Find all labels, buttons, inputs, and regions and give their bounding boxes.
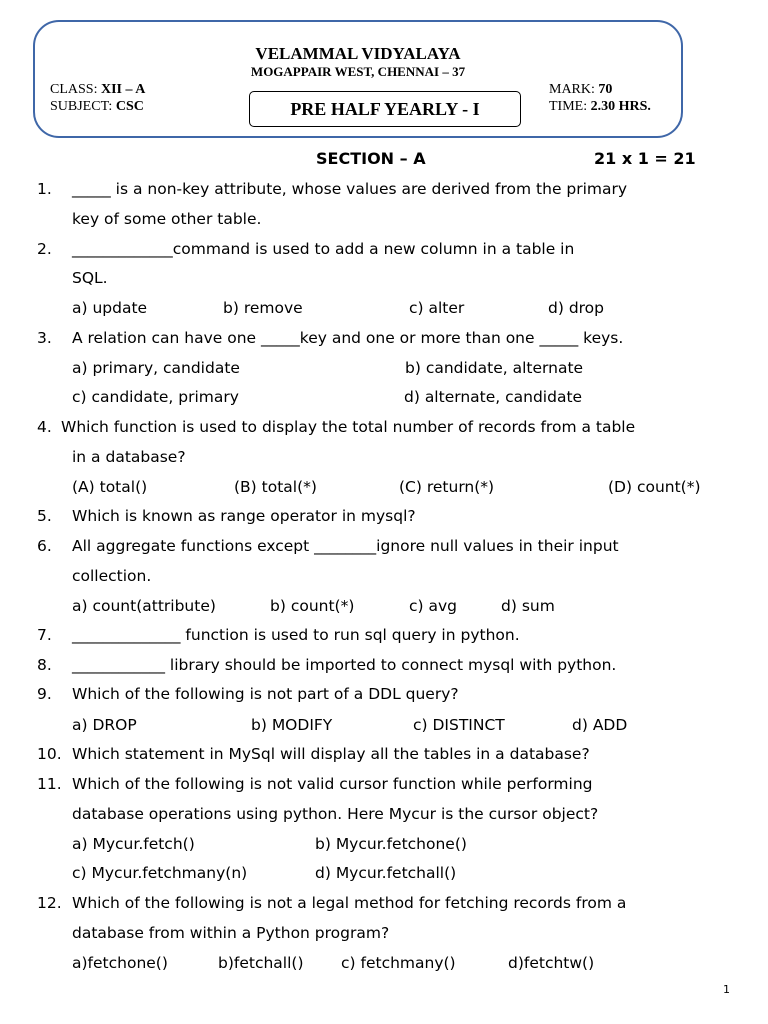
mark-value: 70 <box>598 82 613 97</box>
answer-option: b) count(*) <box>270 597 355 615</box>
answer-option: b) remove <box>223 299 303 317</box>
question-number: 7. <box>37 626 52 644</box>
answer-option: b) Mycur.fetchone() <box>315 835 467 853</box>
section-title: SECTION – A <box>316 149 426 168</box>
answer-option: c) avg <box>409 597 458 615</box>
question-number: 11. <box>37 775 62 793</box>
question-number: 6. <box>37 537 52 555</box>
question-text: ____________ library should be imported to connect mysql with python. <box>72 656 617 674</box>
answer-option: (B) total(*) <box>234 478 317 496</box>
mark-info <box>549 82 612 98</box>
question-number: 4. <box>37 418 52 436</box>
question-text-continued: key of some other table. <box>72 210 262 228</box>
question-text: _____ is a non-key attribute, whose values are derived from the primary <box>72 180 628 198</box>
question-text: Which is known as range operator in mysql? <box>72 507 416 525</box>
question-number: 8. <box>37 656 52 674</box>
answer-option: c) fetchmany() <box>341 954 456 972</box>
answer-option: b)fetchall() <box>218 954 304 972</box>
school-name: VELAMMAL VIDYALAYA <box>255 44 461 63</box>
question-number: 5. <box>37 507 52 525</box>
answer-option: d) alternate, candidate <box>404 388 583 406</box>
answer-option: b) MODIFY <box>251 716 333 734</box>
question-text: ______________ function is used to run sql query in python. <box>72 626 520 644</box>
answer-option: a) Mycur.fetch() <box>72 835 195 853</box>
class-label: CLASS: <box>50 82 98 97</box>
answer-option: (A) total() <box>72 478 148 496</box>
answer-option: c) DISTINCT <box>413 716 505 734</box>
question-number: 2. <box>37 240 52 258</box>
answer-option: (D) count(*) <box>608 478 701 496</box>
school-address: MOGAPPAIR WEST, CHENNAI – 37 <box>250 64 466 79</box>
subject-info <box>50 99 144 115</box>
question-text-continued: in a database? <box>72 448 186 466</box>
section-marks: 21 x 1 = 21 <box>594 149 696 168</box>
page-number: 1 <box>723 983 730 996</box>
answer-option: c) Mycur.fetchmany(n) <box>72 864 248 882</box>
answer-option: c) candidate, primary <box>72 388 239 406</box>
answer-option: d) sum <box>501 597 555 615</box>
question-text: _____________command is used to add a new column in a table in <box>72 240 575 258</box>
answer-option: (C) return(*) <box>399 478 495 496</box>
question-text: Which statement in MySql will display all the tables in a database? <box>72 745 590 763</box>
answer-option: b) candidate, alternate <box>405 359 584 377</box>
answer-option: a) primary, candidate <box>72 359 240 377</box>
question-text: Which of the following is not a legal method for fetching records from a <box>72 894 627 912</box>
exam-title: PRE HALF YEARLY - I <box>249 91 521 127</box>
answer-option: d) Mycur.fetchall() <box>315 864 457 882</box>
question-text: Which of the following is not valid cursor function while performing <box>72 775 593 793</box>
mark-label: MARK: <box>549 82 595 97</box>
question-text: A relation can have one _____key and one or more than one _____ keys. <box>72 329 624 347</box>
answer-option: d) drop <box>548 299 605 317</box>
question-number: 10. <box>37 745 62 763</box>
answer-option: a) count(attribute) <box>72 597 216 615</box>
question-number: 9. <box>37 685 52 703</box>
time-info <box>549 99 651 115</box>
answer-option: d)fetchtw() <box>508 954 595 972</box>
question-number: 1. <box>37 180 52 198</box>
question-number: 3. <box>37 329 52 347</box>
time-value: 2.30 HRS. <box>590 99 651 114</box>
question-number: 12. <box>37 894 62 912</box>
question-text-continued: collection. <box>72 567 152 585</box>
subject-value: CSC <box>115 99 144 114</box>
answer-option: a)fetchone() <box>72 954 168 972</box>
time-label: TIME: <box>549 99 588 114</box>
answer-option: c) alter <box>409 299 465 317</box>
answer-option: a) DROP <box>72 716 137 734</box>
question-text: All aggregate functions except ________ignore null values in their input <box>72 537 619 555</box>
class-value: XII – A <box>100 82 146 97</box>
header-box <box>33 20 683 138</box>
question-text-continued: SQL. <box>72 269 108 287</box>
question-text-continued: database operations using python. Here Mycur is the cursor object? <box>72 805 599 823</box>
question-text-continued: database from within a Python program? <box>72 924 390 942</box>
question-text: Which function is used to display the total number of records from a table <box>61 418 636 436</box>
class-info <box>50 82 145 98</box>
question-text: Which of the following is not part of a DDL query? <box>72 685 459 703</box>
subject-label: SUBJECT: <box>50 99 113 114</box>
answer-option: a) update <box>72 299 148 317</box>
answer-option: d) ADD <box>572 716 628 734</box>
